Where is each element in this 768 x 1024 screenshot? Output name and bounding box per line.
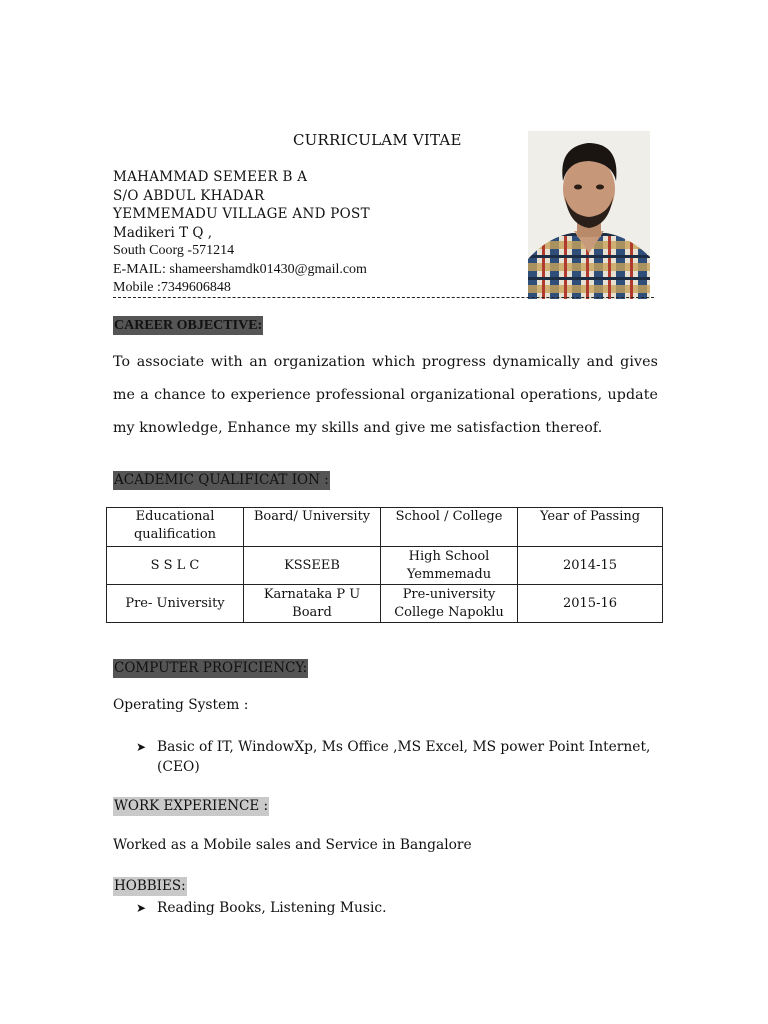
work-experience-text: Worked as a Mobile sales and Service in Bangalore <box>113 837 472 853</box>
table-row <box>107 547 663 585</box>
work-experience-heading: WORK EXPERIENCE : <box>114 798 269 814</box>
operating-system-label: Operating System : <box>113 697 249 713</box>
table-cell: KSSEEB <box>244 547 381 585</box>
candidate-name: MAHAMMAD SEMEER B A <box>113 169 308 185</box>
email-line: E-MAIL: shameershamdk01430@gmail.com <box>113 261 367 277</box>
mobile-line: Mobile :7349606848 <box>113 280 231 295</box>
table-cell: Pre- University <box>107 585 244 623</box>
arrow-bullet-icon: ➤ <box>136 740 147 754</box>
hobbies-text: Reading Books, Listening Music. <box>157 900 387 916</box>
separator-rule <box>113 297 654 298</box>
skills-text: Basic of IT, WindowXp, Ms Office ,MS Excel, MS power Point Internet, (CEO) <box>157 739 651 775</box>
table-cell: Pre-university College Napoklu <box>381 585 518 623</box>
contact-block <box>113 168 370 298</box>
table-header-cell: Board/ University <box>244 508 381 547</box>
table-header-cell: School / College <box>381 508 518 547</box>
hobbies-heading: HOBBIES: <box>114 878 186 894</box>
table-cell: 2015-16 <box>518 585 663 623</box>
table-cell: S S L C <box>107 547 244 585</box>
qualification-table <box>106 507 663 623</box>
skills-bullet <box>136 737 656 777</box>
table-header-cell: Year of Passing <box>518 508 663 547</box>
table-header-cell: Educational qualification <box>107 508 244 547</box>
document-title: CURRICULAM VITAE <box>293 131 462 149</box>
career-objective-text: To associate with an organization which progress dynamically and gives me a chance to experience professional organizational operations, update my knowledge, Enhance my skills and give me satisfaction thereof. <box>113 354 658 436</box>
hobbies-bullet <box>136 898 386 918</box>
address-line-2: Madikeri T Q , <box>113 224 213 241</box>
table-cell: Karnataka P U Board <box>244 585 381 623</box>
table-header-row <box>107 508 663 547</box>
table-cell: High School Yemmemadu <box>381 547 518 585</box>
table-row <box>107 585 663 623</box>
table-cell: 2014-15 <box>518 547 663 585</box>
address-line-3: South Coorg -571214 <box>113 243 235 258</box>
career-objective-heading: CAREER OBJECTIVE: <box>114 318 263 333</box>
academic-qualification-heading: ACADEMIC QUALIFICAT ION : <box>114 472 329 488</box>
computer-proficiency-heading: COMPUTER PROFICIENCY: <box>114 660 308 676</box>
arrow-bullet-icon: ➤ <box>136 901 147 915</box>
profile-photo <box>528 131 650 299</box>
address-line-1: YEMMEMADU VILLAGE AND POST <box>113 206 370 222</box>
father-name: S/O ABDUL KHADAR <box>113 187 265 204</box>
